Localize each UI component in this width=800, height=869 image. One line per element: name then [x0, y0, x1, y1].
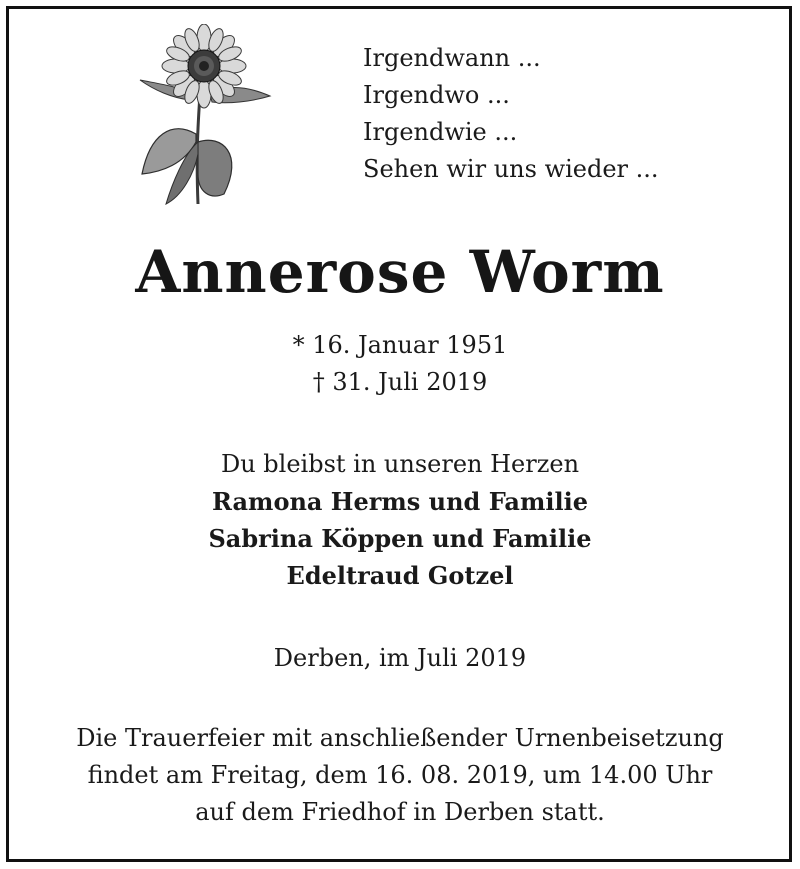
birth-date: * 16. Januar 1951	[292, 331, 508, 359]
funeral-line: findet am Freitag, dem 16. 08. 2019, um 14.00 Uhr	[87, 761, 713, 789]
mourners-intro: Du bleibst in unseren Herzen	[220, 450, 580, 478]
mourner-name: Ramona Herms und Familie	[212, 487, 588, 516]
mourner-name: Edeltraud Gotzel	[286, 561, 514, 590]
funeral-line: auf dem Friedhof in Derben statt.	[195, 798, 605, 826]
poem-line: Irgendwann ...	[363, 44, 541, 72]
place-date: Derben, im Juli 2019	[273, 644, 527, 672]
poem-line: Sehen wir uns wieder ...	[363, 155, 659, 183]
death-date: † 31. Juli 2019	[312, 368, 488, 396]
poem-line: Irgendwie ...	[363, 118, 518, 146]
mourners	[0, 446, 800, 594]
poem	[363, 40, 659, 188]
deceased-name: Annerose Worm	[135, 238, 665, 306]
funeral-line: Die Trauerfeier mit anschließender Urnenbeisetzung	[76, 724, 724, 752]
sunflower-icon	[132, 24, 282, 214]
poem-line: Irgendwo ...	[363, 81, 510, 109]
funeral-info	[0, 720, 800, 831]
life-dates	[0, 327, 800, 401]
mourner-name: Sabrina Köppen und Familie	[208, 524, 592, 553]
